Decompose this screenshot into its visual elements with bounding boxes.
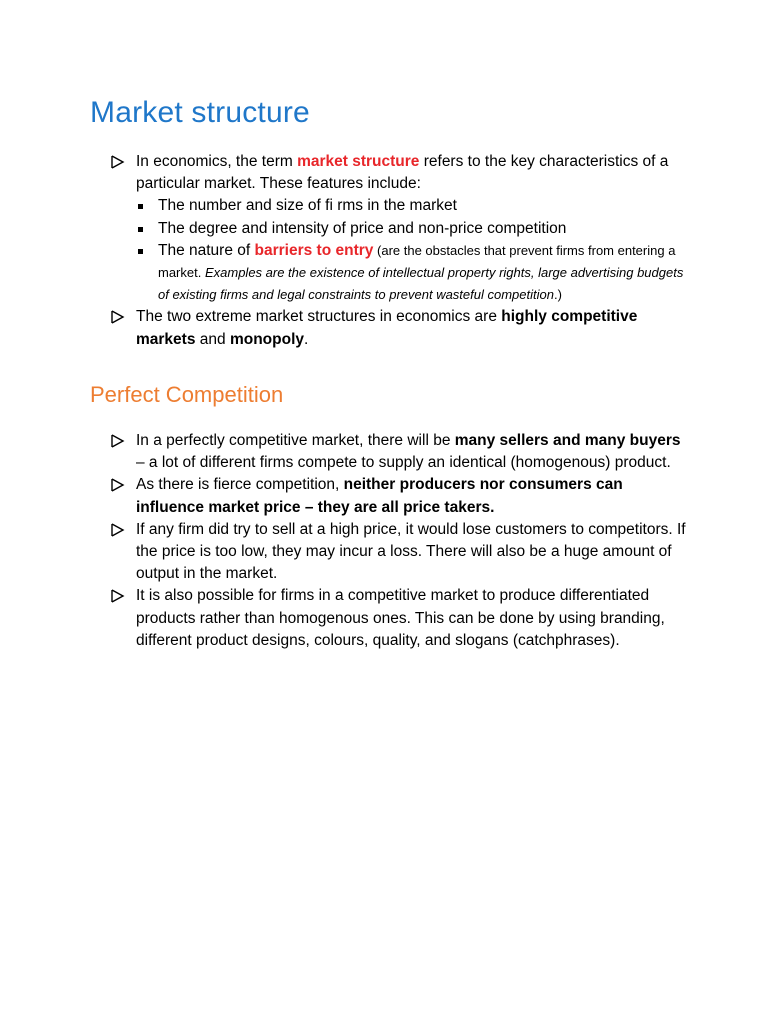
bold-text: monopoly: [229, 330, 305, 348]
arrow-bullet-icon: [110, 474, 126, 496]
text-run: It is also possible for firms in a competitive market to produce differentiated products rather than homogenous ones. This can be done by using branding, different product designs, colours, quality, and slogans (catchphrases).: [136, 587, 665, 649]
square-bullet-icon: [138, 249, 143, 254]
list-item: [110, 430, 690, 474]
highlight-term: market structure: [297, 153, 420, 170]
text-run: and: [195, 330, 230, 348]
text-run: .): [553, 287, 562, 303]
text-run: In a perfectly competitive market, there will be: [136, 432, 455, 449]
bold-text: neither producers nor consumers can influence market price – they are all price takers.: [136, 476, 623, 516]
text-run: (are the obstacles that prevent firms from entering a market.: [158, 242, 676, 281]
text-run: In economics, the term: [136, 153, 298, 170]
list-item: [110, 151, 690, 306]
arrow-bullet-icon: [110, 306, 126, 328]
market-structure-list: [110, 151, 690, 351]
square-bullet-icon: [138, 204, 143, 209]
sub-list-item: [136, 240, 690, 307]
text-run: .: [304, 330, 309, 348]
text-run: The nature of: [158, 241, 255, 259]
sub-list: [136, 195, 690, 306]
section-heading: Perfect Competition: [90, 382, 284, 407]
highlight-term: barriers to entry: [254, 241, 374, 259]
list-item: [110, 306, 690, 350]
list-item: [110, 519, 690, 586]
text-run: refers to the key characteristics of a particular market. These features include:: [136, 153, 669, 193]
perfect-competition-list: [110, 430, 690, 652]
text-run: As there is fierce competition,: [136, 476, 344, 494]
sub-item-text: The degree and intensity of price and non-price competition: [158, 219, 567, 237]
square-bullet-icon: [138, 227, 143, 232]
sub-list-item: [136, 195, 690, 217]
text-run: If any firm did try to sell at a high price, it would lose customers to competitors. If the price is too low, they may incur a loss. There will also be a huge amount of output in the market.: [136, 520, 686, 583]
arrow-bullet-icon: [110, 151, 126, 173]
text-run: – a lot of different firms compete to supply an identical (homogenous) product.: [136, 454, 671, 472]
arrow-bullet-icon: [110, 430, 126, 452]
list-item: [110, 585, 690, 652]
sub-item-text: The number and size of fi rms in the market: [158, 197, 457, 215]
text-run: The two extreme market structures in economics are: [136, 308, 502, 326]
sub-list-item: [136, 218, 690, 240]
arrow-bullet-icon: [110, 585, 126, 607]
list-item: [110, 474, 690, 518]
page-title: Market structure: [90, 96, 310, 129]
italic-examples: Examples are the existence of intellectual property rights, large advertising budgets of existing firms and legal constraints to prevent wasteful competition: [158, 265, 684, 303]
bold-text: many sellers and many buyers: [454, 432, 681, 449]
arrow-bullet-icon: [110, 519, 126, 541]
bold-text: highly competitive markets: [136, 308, 638, 348]
